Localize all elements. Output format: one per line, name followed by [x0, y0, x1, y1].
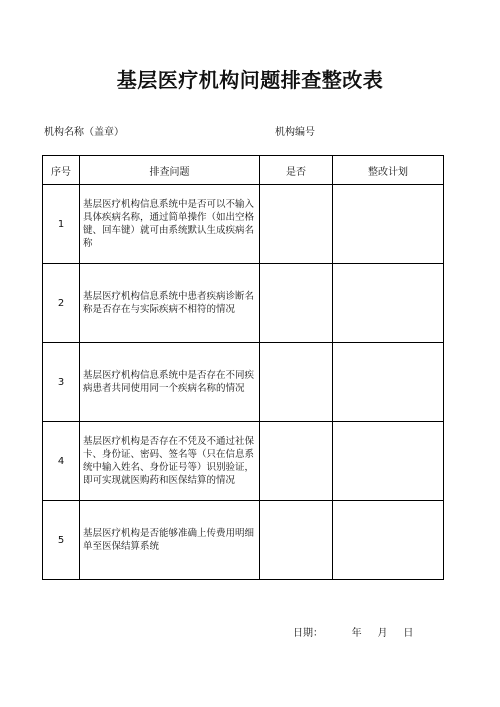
- issue-text: 基层医疗机构信息系统中患者疾病诊断名称是否存在与实际疾病不相符的情况: [83, 291, 255, 315]
- issue-text: 基层医疗机构信息系统中是否存在不同疾病患者共同使用同一个疾病名称的情况: [83, 370, 255, 394]
- row-number: 3: [43, 343, 80, 422]
- header-serial-number: 序号: [43, 156, 80, 185]
- yes-no-cell[interactable]: [260, 343, 333, 422]
- plan-cell[interactable]: [333, 185, 444, 264]
- plan-cell[interactable]: [333, 343, 444, 422]
- date-year: 年: [351, 628, 362, 639]
- issue-text: 基层医疗机构信息系统中是否可以不输入具体疾病名称，通过简单操作（如出空格键、回车键）就可由系统默认生成疾病名称: [83, 199, 255, 249]
- inspection-table: [42, 155, 444, 580]
- yes-no-cell[interactable]: [260, 501, 333, 580]
- org-name-label: 机构名称（盖章）: [44, 127, 124, 138]
- row-number: 4: [43, 422, 80, 501]
- yes-no-cell[interactable]: [260, 422, 333, 501]
- date-line: [293, 624, 413, 639]
- org-code-label: 机构编号: [275, 127, 315, 138]
- header-issue: 排查问题: [80, 156, 260, 185]
- issue-cell: [80, 264, 260, 343]
- row-number: 5: [43, 501, 80, 580]
- header-yes-no: 是否: [260, 156, 333, 185]
- issue-cell: [80, 422, 260, 501]
- yes-no-cell[interactable]: [260, 264, 333, 343]
- issue-cell: [80, 343, 260, 422]
- table-row: [43, 343, 444, 422]
- row-number: 1: [43, 185, 80, 264]
- page-title: 基层医疗机构问题排查整改表: [116, 68, 384, 92]
- issue-cell: [80, 185, 260, 264]
- issue-text: 基层医疗机构是否能够准确上传费用明细单至医保结算系统: [83, 528, 255, 552]
- table-row: [43, 501, 444, 580]
- issue-text: 基层医疗机构是否存在不凭及不通过社保卡、身份证、密码、签名等（只在信息系统中输入姓名、身份证号等）识别验证，即可实现就医购药和医保结算的情况: [83, 436, 255, 486]
- plan-cell[interactable]: [333, 264, 444, 343]
- date-label: 日期：: [293, 628, 323, 639]
- yes-no-cell[interactable]: [260, 185, 333, 264]
- table-row: [43, 422, 444, 501]
- date-day: 日: [403, 628, 414, 639]
- header-rectification-plan: 整改计划: [333, 156, 444, 185]
- plan-cell[interactable]: [333, 422, 444, 501]
- row-number: 2: [43, 264, 80, 343]
- table-row: [43, 264, 444, 343]
- table-row: [43, 185, 444, 264]
- date-month: 月: [377, 628, 388, 639]
- plan-cell[interactable]: [333, 501, 444, 580]
- table-header-row: [43, 156, 444, 185]
- issue-cell: [80, 501, 260, 580]
